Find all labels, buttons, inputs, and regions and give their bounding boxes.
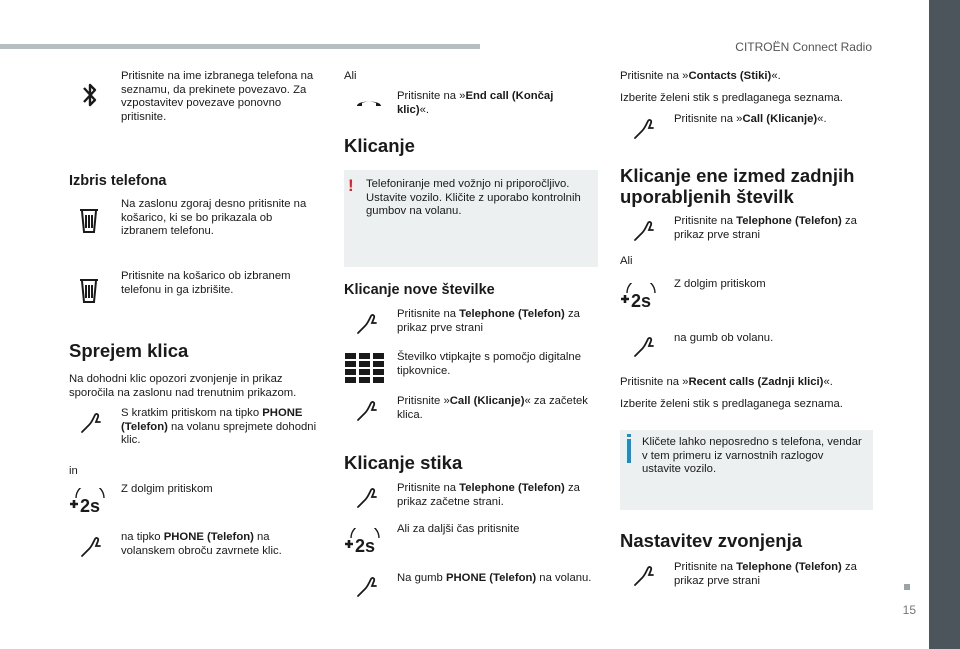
- ali-label: Ali: [344, 70, 357, 82]
- section-title-zvonjenja: Nastavitev zvonjenja: [620, 530, 802, 551]
- section-title-izbris: Izbris telefona: [69, 173, 167, 189]
- tap-icon: [633, 565, 655, 587]
- hold-label-2: Z dolgim pritiskom: [674, 278, 766, 290]
- tap-icon: [633, 118, 655, 140]
- in-label: in: [69, 465, 78, 477]
- trash-icon: [78, 208, 100, 234]
- sprejem-step3: na tipko PHONE (Telefon) na volanskem obroču zavrnete klic.: [121, 531, 282, 557]
- page-side-band: [929, 0, 960, 649]
- izbris-step1: Na zaslonu zgoraj desno pritisnite na košarico, ki se bo prikazala ob izbranem telefonu.: [121, 198, 307, 237]
- ali-label-2: Ali: [620, 255, 633, 267]
- bluetooth-text: Pritisnite na ime izbranega telefona na seznamu, da prekinete povezavo. Za vzpostavitev povezave ponovno pritisnite.: [121, 70, 314, 123]
- section-title-recent: Klicanje ene izmed zadnjih uporabljenih številk: [620, 165, 855, 207]
- svg-text:2s: 2s: [631, 291, 652, 311]
- stika-step3: Na gumb PHONE (Telefon) na volanu.: [397, 572, 592, 584]
- section-title-stika: Klicanje stika: [344, 452, 463, 473]
- stika-step1: Pritisnite na Telephone (Telefon) za prikaz začetne strani.: [397, 482, 580, 508]
- header-bar: [0, 44, 480, 49]
- recent-calls-text: Pritisnite na »Recent calls (Zadnji klici)«.: [620, 376, 833, 388]
- tap-icon: [633, 220, 655, 242]
- info-icon: [627, 434, 631, 437]
- select-contact-text: Izberite želeni stik s predlaganega seznama.: [620, 92, 843, 104]
- tap-icon: [356, 487, 378, 509]
- end-call-icon: [355, 96, 383, 110]
- nove-step3: Pritisnite »Call (Klicanje)« za začetek klica.: [397, 395, 588, 421]
- svg-text:2s: 2s: [80, 496, 101, 516]
- tap-icon: [356, 576, 378, 598]
- contacts-text: Pritisnite na »Contacts (Stiki)«.: [620, 70, 781, 82]
- keypad-icon: [345, 353, 385, 383]
- long-press-2s-icon: [68, 488, 112, 518]
- tap-icon: [80, 412, 102, 434]
- izbris-step2: Pritisnite na košarico ob izbranem telefonu in ga izbrišite.: [121, 270, 291, 296]
- section-title-nove: Klicanje nove številke: [344, 282, 495, 298]
- nove-step1: Pritisnite na Telephone (Telefon) za prikaz prve strani: [397, 308, 580, 334]
- warning-icon: !: [348, 176, 354, 195]
- zvonjenja-step1: Pritisnite na Telephone (Telefon) za prikaz prve strani: [674, 561, 857, 587]
- warning-note: [344, 170, 598, 267]
- long-press-2s-icon: [619, 283, 663, 313]
- end-call-text: Pritisnite na »End call (Končaj klic)«.: [397, 90, 554, 116]
- tap-icon: [356, 400, 378, 422]
- svg-text:2s: 2s: [355, 536, 376, 556]
- info-note: [620, 430, 873, 510]
- select-contact-text-2: Izberite želeni stik s predlaganega seznama.: [620, 398, 843, 410]
- page-number: 15: [902, 603, 916, 617]
- sprejem-intro: Na dohodni klic opozori zvonjenje in prikaz sporočila na zaslonu nad trenutnim prikazom.: [69, 373, 297, 399]
- section-title-sprejem: Sprejem klica: [69, 340, 189, 361]
- sprejem-step1: S kratkim pritiskom na tipko PHONE (Telefon) na volanu sprejmete dohodni klic.: [121, 407, 317, 446]
- recent-step1: Pritisnite na Telephone (Telefon) za prikaz prve strani: [674, 215, 857, 241]
- tap-icon: [80, 536, 102, 558]
- trash-icon: [78, 278, 100, 304]
- tap-icon: [356, 313, 378, 335]
- stika-step2: Ali za daljši čas pritisnite: [397, 523, 520, 535]
- info-text: Kličete lahko neposredno s telefona, vendar v tem primeru iz varnostnih razlogov ustavite vozilo.: [642, 436, 862, 475]
- long-press-2s-icon: [343, 528, 387, 558]
- wheel-text: na gumb ob volanu.: [674, 332, 774, 344]
- section-title-klicanje: Klicanje: [344, 135, 415, 156]
- end-mark: [904, 584, 910, 590]
- page-header-title: CITROËN Connect Radio: [735, 40, 872, 54]
- bluetooth-icon: [80, 80, 100, 110]
- call-text: Pritisnite na »Call (Klicanje)«.: [674, 113, 827, 125]
- warning-text: Telefoniranje med vožnjo ni priporočljivo. Ustavite vozilo. Kličite z uporabo kontrolnih gumbov na volanu.: [366, 178, 581, 217]
- tap-icon: [633, 336, 655, 358]
- hold-label: Z dolgim pritiskom: [121, 483, 213, 495]
- nove-step2: Številko vtipkajte s pomočjo digitalne tipkovnice.: [397, 351, 581, 377]
